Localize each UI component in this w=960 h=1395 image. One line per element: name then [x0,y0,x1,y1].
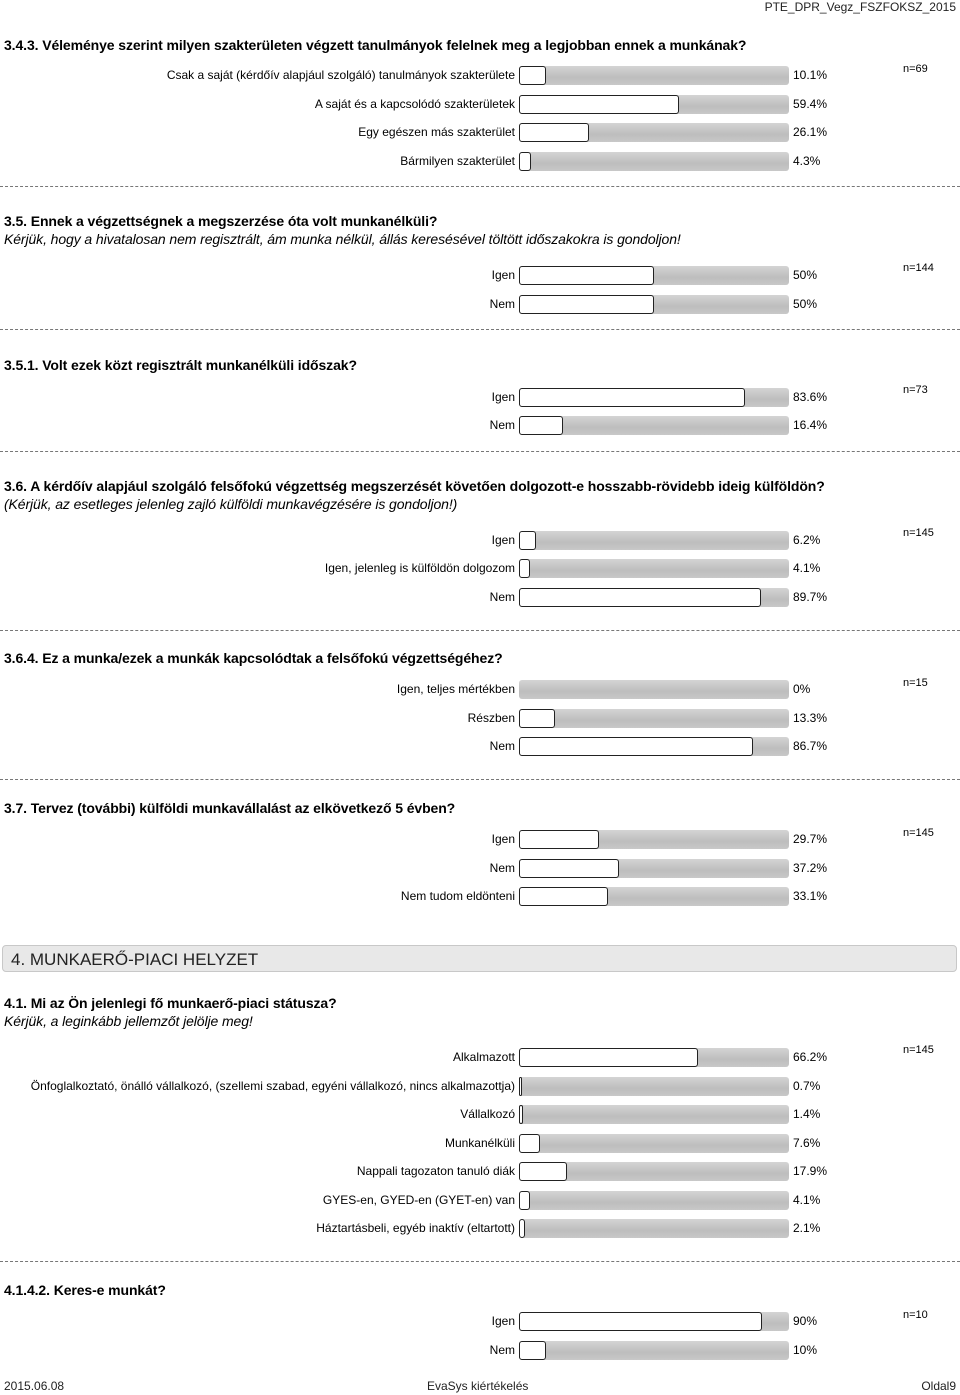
bar-fill [519,95,679,114]
option-label: Igen, teljes mértékben [396,682,515,696]
option-label: Igen, jelenleg is külföldön dolgozom [324,561,515,575]
option-label: Nem [489,739,515,753]
bar-track [519,295,789,314]
bar-fill [519,588,761,607]
option-row [0,737,960,757]
bar-fill [519,152,531,171]
option-percent: 0.7% [793,1079,821,1093]
bar-fill [519,123,589,142]
option-label: Munkanélküli [444,1136,515,1150]
bar-track [519,1219,789,1238]
section-divider [0,1261,960,1262]
option-percent: 10.1% [793,68,828,82]
option-row [0,1191,960,1211]
option-label: Nem [489,418,515,432]
option-label: Háztartásbeli, egyéb inaktív (eltartott) [316,1221,515,1235]
option-row [0,859,960,879]
bar-fill [519,1341,546,1360]
option-percent: 29.7% [793,832,828,846]
option-row [0,1134,960,1154]
bar-fill [519,1219,525,1238]
option-label: Nem [489,297,515,311]
option-percent: 90% [793,1314,818,1328]
footer-page-number: Oldal9 [921,1379,956,1393]
option-row [0,709,960,729]
sample-size: n=145 [903,1044,934,1056]
question-subtitle: (Kérjük, az esetleges jelenleg zajló külföldi munkavégzésére is gondoljon!) [4,496,458,512]
option-label: Igen [491,1314,515,1328]
option-label: Igen [491,533,515,547]
option-percent: 4.1% [793,561,821,575]
bar-track [519,1077,789,1096]
option-row [0,95,960,115]
question-title: 4.1. Mi az Ön jelenlegi fő munkaerő-piaci státusza? [4,995,337,1011]
question-title: 3.7. Tervez (további) külföldi munkavállalást az elkövetkező 5 évben? [4,800,456,816]
option-row [0,416,960,436]
option-row [0,1219,960,1239]
option-label: Nem [489,1343,515,1357]
option-percent: 86.7% [793,739,828,753]
option-percent: 4.3% [793,154,821,168]
bar-track [519,388,789,407]
option-row [0,588,960,608]
option-row [0,1341,960,1361]
option-label: Önfoglalkoztató, önálló vállalkozó, (szellemi szabad, egyéni vállalkozó, nincs alkalmazottja) [30,1079,515,1093]
option-percent: 17.9% [793,1164,828,1178]
option-label: Vállalkozó [460,1107,515,1121]
option-row [0,1105,960,1125]
bar-track [519,709,789,728]
option-row [0,388,960,408]
bar-fill [519,830,599,849]
bar-track [519,1341,789,1360]
option-percent: 0% [793,682,811,696]
bar-fill [519,1048,698,1067]
bar-fill [519,1105,523,1124]
footer-date: 2015.06.08 [4,1379,65,1393]
bar-track [519,859,789,878]
option-percent: 37.2% [793,861,828,875]
section-divider [0,779,960,780]
bar-fill [519,66,546,85]
option-label: A saját és a kapcsolódó szakterületek [314,97,515,111]
option-percent: 13.3% [793,711,828,725]
bar-fill [519,709,555,728]
option-label: GYES-en, GYED-en (GYET-en) van [322,1193,515,1207]
bar-fill [519,1077,522,1096]
option-row [0,531,960,551]
bar-fill [519,531,536,550]
option-percent: 4.1% [793,1193,821,1207]
question-title: 3.6. A kérdőív alapjául szolgáló felsőfokú végzettség megszerzését követően dolgozott-e hosszabb-rövidebb ideig külföldön? [4,478,825,494]
bar-track [519,559,789,578]
option-label: Nem [489,861,515,875]
sample-size: n=69 [903,63,928,75]
bar-track [519,123,789,142]
sample-size: n=145 [903,527,934,539]
sample-size: n=144 [903,262,934,274]
bar-track [519,830,789,849]
bar-fill [519,266,654,285]
section-header [2,945,957,972]
bar-fill [519,416,563,435]
footer-app-name: EvaSys kiértékelés [427,1379,529,1393]
bar-track [519,1191,789,1210]
option-row [0,680,960,700]
section-divider [0,329,960,330]
bar-fill [519,388,745,407]
bar-fill [519,1312,762,1331]
question-title: 3.4.3. Véleménye szerint milyen szakterületen végzett tanulmányok felelnek meg a legjobban ennek a munkának? [4,37,747,53]
option-percent: 50% [793,297,818,311]
bar-fill [519,1134,540,1153]
option-percent: 33.1% [793,889,828,903]
option-percent: 66.2% [793,1050,828,1064]
bar-track [519,1105,789,1124]
option-row [0,1048,960,1068]
option-percent: 16.4% [793,418,828,432]
option-row [0,887,960,907]
bar-fill [519,737,753,756]
bar-track [519,737,789,756]
bar-fill [519,859,619,878]
bar-track [519,1048,789,1067]
question-title: 3.5. Ennek a végzettségnek a megszerzése óta volt munkanélküli? [4,213,438,229]
option-row [0,123,960,143]
sample-size: n=73 [903,384,928,396]
bar-track [519,531,789,550]
sample-size: n=145 [903,827,934,839]
section-divider [0,630,960,631]
option-label: Igen [491,832,515,846]
page-footer [0,1379,960,1395]
option-label: Nem tudom eldönteni [400,889,515,903]
option-percent: 7.6% [793,1136,821,1150]
option-label: Nappali tagozaton tanuló diák [356,1164,515,1178]
bar-track [519,1162,789,1181]
bar-track [519,588,789,607]
option-label: Bármilyen szakterület [400,154,515,168]
option-label: Igen [491,390,515,404]
option-row [0,295,960,315]
question-title: 3.6.4. Ez a munka/ezek a munkák kapcsolódtak a felsőfokú végzettségéhez? [4,650,503,666]
bar-track [519,680,789,699]
option-percent: 50% [793,268,818,282]
question-title: 4.1.4.2. Keres-e munkát? [4,1282,166,1298]
section-divider [0,451,960,452]
bar-fill [519,1162,567,1181]
bar-track [519,887,789,906]
document-id: PTE_DPR_Vegz_FSZFOKSZ_2015 [764,0,956,14]
option-label: Nem [489,590,515,604]
option-row [0,66,960,86]
option-row [0,266,960,286]
section-title: 4. MUNKAERŐ-PIACI HELYZET [11,950,259,969]
option-percent: 26.1% [793,125,828,139]
question-subtitle: Kérjük, hogy a hivatalosan nem regisztrált, ám munka nélkül, állás keresésével töltött időszakokra is gondoljon! [4,231,681,247]
bar-track [519,66,789,85]
sample-size: n=15 [903,677,928,689]
option-percent: 10% [793,1343,818,1357]
bar-fill [519,887,608,906]
sample-size: n=10 [903,1309,928,1321]
option-label: Igen [491,268,515,282]
question-title: 3.5.1. Volt ezek közt regisztrált munkanélküli időszak? [4,357,357,373]
bar-fill [519,559,530,578]
option-label: Alkalmazott [452,1050,515,1064]
bar-fill [519,1191,530,1210]
option-row [0,1162,960,1182]
option-row [0,830,960,850]
bar-track [519,416,789,435]
option-percent: 89.7% [793,590,828,604]
option-label: Csak a saját (kérdőív alapjául szolgáló) tanulmányok szakterülete [166,68,515,82]
bar-track [519,95,789,114]
section-divider [0,186,960,187]
option-percent: 83.6% [793,390,828,404]
bar-track [519,266,789,285]
option-label: Egy egészen más szakterület [358,125,515,139]
option-row [0,559,960,579]
bar-track [519,1312,789,1331]
option-row [0,1077,960,1097]
question-subtitle: Kérjük, a leginkább jellemzőt jelölje meg! [4,1013,253,1029]
bar-track [519,1134,789,1153]
option-percent: 1.4% [793,1107,821,1121]
bar-fill [519,295,654,314]
option-percent: 59.4% [793,97,828,111]
option-percent: 6.2% [793,533,821,547]
option-label: Részben [467,711,515,725]
option-percent: 2.1% [793,1221,821,1235]
option-row [0,152,960,172]
option-row [0,1312,960,1332]
bar-track [519,152,789,171]
